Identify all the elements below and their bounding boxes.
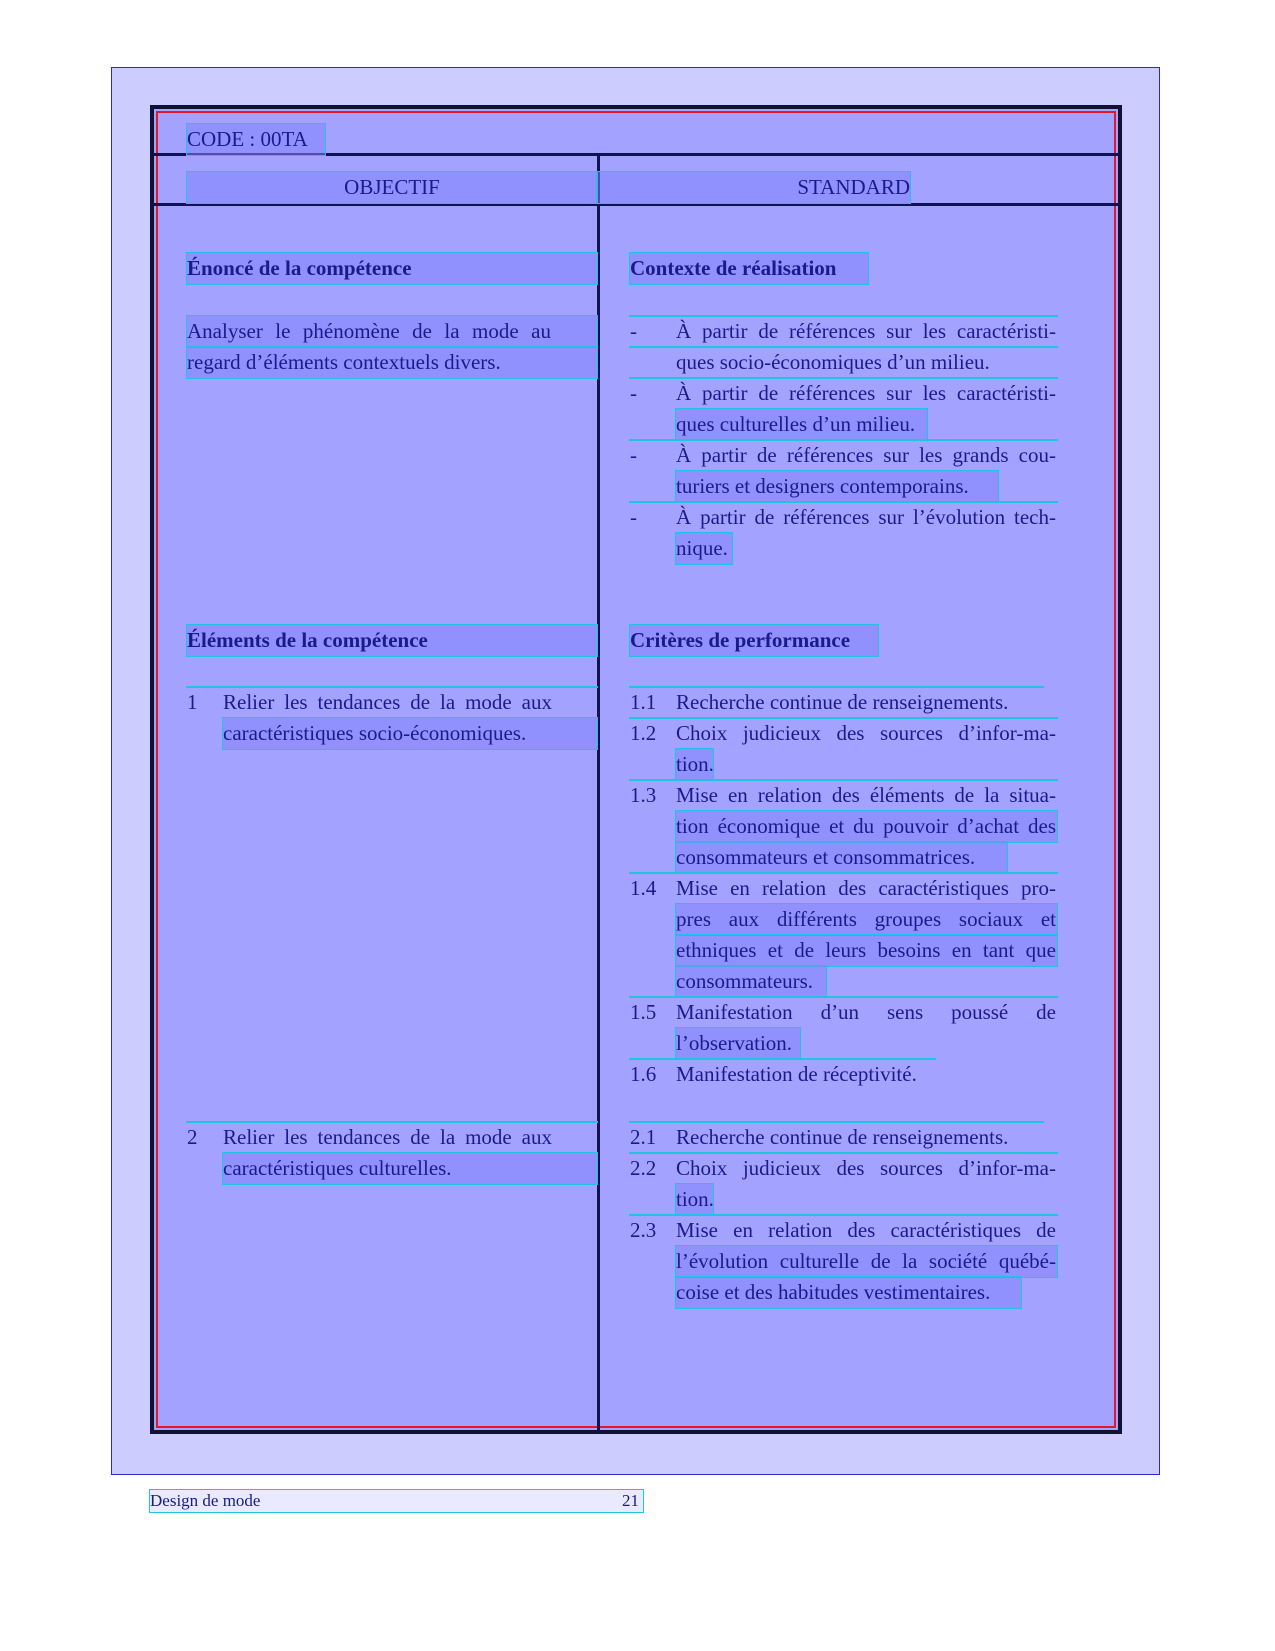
- enonce-line: Analyser le phénomène de la mode au: [187, 316, 597, 347]
- divider-header: [153, 203, 1119, 206]
- enonce-heading: Énoncé de la compétence: [187, 253, 597, 284]
- critere-item-cont: consommateurs et consommatrices.: [676, 842, 1007, 873]
- page-number: 21: [622, 1491, 639, 1510]
- element-item-cont: caractéristiques culturelles.: [223, 1153, 597, 1184]
- contexte-heading: Contexte de réalisation: [630, 253, 868, 284]
- code-label: CODE : 00TA: [187, 124, 325, 155]
- page-footer: [150, 1490, 643, 1512]
- critere-item-cont: tion.: [676, 749, 713, 780]
- element-item-cont: caractéristiques socio-économiques.: [223, 718, 597, 749]
- contexte-item-cont: turiers et designers contemporains.: [676, 471, 998, 502]
- contexte-item-cont: nique.: [676, 533, 732, 564]
- footer-title: Design de mode: [150, 1491, 261, 1510]
- header-standard: STANDARD: [597, 172, 910, 203]
- contexte-item-cont: ques culturelles d’un milieu.: [676, 409, 927, 440]
- column-divider: [597, 156, 600, 1430]
- critere-item-cont: ethniques et de leurs besoins en tant que: [676, 935, 1057, 966]
- elements-heading: Éléments de la compétence: [187, 625, 597, 656]
- header-objectif: OBJECTIF: [187, 172, 597, 203]
- critere-item-cont: l’observation.: [676, 1028, 800, 1059]
- critere-item-cont: tion économique et du pouvoir d’achat des: [676, 811, 1057, 842]
- critere-item-cont: pres aux différents groupes sociaux et: [676, 904, 1057, 935]
- critere-item-cont: tion.: [676, 1184, 713, 1215]
- criteres-heading: Critères de performance: [630, 625, 878, 656]
- critere-item-cont: consommateurs.: [676, 966, 826, 997]
- critere-item-cont: coise et des habitudes vestimentaires.: [676, 1277, 1021, 1308]
- enonce-line: regard d’éléments contextuels divers.: [187, 347, 597, 378]
- critere-item-cont: l’évolution culturelle de la société québé-: [676, 1246, 1057, 1277]
